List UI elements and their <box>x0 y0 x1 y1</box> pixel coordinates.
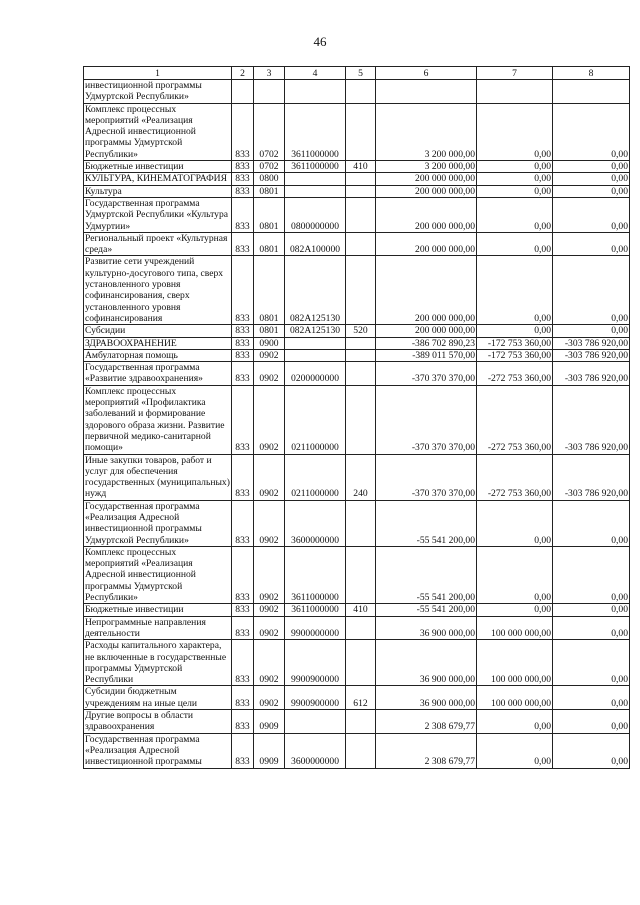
table-body <box>84 80 630 769</box>
admin-code: 833 <box>232 103 254 160</box>
amount-year-1: 2 308 679,77 <box>376 710 477 734</box>
section-code: 0902 <box>254 616 285 640</box>
amount-year-2: 0,00 <box>477 173 553 185</box>
admin-code: 833 <box>232 185 254 197</box>
admin-code: 833 <box>232 686 254 710</box>
admin-code: 833 <box>232 197 254 232</box>
row-name: Региональный проект «Культурная среда» <box>84 232 232 256</box>
table-row <box>84 604 630 616</box>
target-code: 9900900000 <box>285 686 346 710</box>
section-code: 0902 <box>254 604 285 616</box>
header-cell: 7 <box>477 67 553 80</box>
expense-type <box>346 232 376 256</box>
table-row <box>84 546 630 603</box>
expense-type <box>346 337 376 349</box>
header-cell: 5 <box>346 67 376 80</box>
admin-code: 833 <box>232 385 254 454</box>
admin-code: 833 <box>232 161 254 173</box>
target-code <box>285 349 346 361</box>
table-row <box>84 80 630 104</box>
row-name: Комплекс процессных мероприятий «Реализация Адресной инвестиционной программы Удмуртской Республики» <box>84 546 232 603</box>
amount-year-2: 0,00 <box>477 256 553 325</box>
table-row <box>84 197 630 232</box>
target-code: 3611000000 <box>285 604 346 616</box>
amount-year-2: -172 753 360,00 <box>477 337 553 349</box>
row-name: Государственная программа «Реализация Адресной инвестиционной программы <box>84 733 232 768</box>
header-row <box>84 67 630 80</box>
target-code <box>285 710 346 734</box>
amount-year-1: 36 900 000,00 <box>376 640 477 686</box>
table-row <box>84 161 630 173</box>
target-code: 9900000000 <box>285 616 346 640</box>
section-code <box>254 80 285 104</box>
admin-code: 833 <box>232 604 254 616</box>
target-code: 9900900000 <box>285 640 346 686</box>
target-code <box>285 80 346 104</box>
admin-code: 833 <box>232 232 254 256</box>
target-code: 0800000000 <box>285 197 346 232</box>
admin-code: 833 <box>232 640 254 686</box>
amount-year-1: 200 000 000,00 <box>376 325 477 337</box>
amount-year-2: 0,00 <box>477 161 553 173</box>
expense-type <box>346 385 376 454</box>
amount-year-2: 0,00 <box>477 103 553 160</box>
amount-year-3: -303 786 920,00 <box>553 362 630 386</box>
table-row <box>84 173 630 185</box>
amount-year-1: 200 000 000,00 <box>376 197 477 232</box>
amount-year-1: -55 541 200,00 <box>376 546 477 603</box>
row-name: Комплекс процессных мероприятий «Реализация Адресной инвестиционной программы Удмуртской Республики» <box>84 103 232 160</box>
amount-year-2 <box>477 80 553 104</box>
row-name: Амбулаторная помощь <box>84 349 232 361</box>
expense-type: 520 <box>346 325 376 337</box>
target-code <box>285 337 346 349</box>
target-code: 0211000000 <box>285 385 346 454</box>
expense-type <box>346 185 376 197</box>
amount-year-1: 200 000 000,00 <box>376 173 477 185</box>
target-code: 0211000000 <box>285 454 346 500</box>
table-row <box>84 616 630 640</box>
section-code: 0801 <box>254 256 285 325</box>
row-name: ЗДРАВООХРАНЕНИЕ <box>84 337 232 349</box>
section-code: 0902 <box>254 686 285 710</box>
section-code: 0902 <box>254 640 285 686</box>
amount-year-2: 0,00 <box>477 325 553 337</box>
amount-year-3: -303 786 920,00 <box>553 337 630 349</box>
admin-code: 833 <box>232 546 254 603</box>
amount-year-3: 0,00 <box>553 616 630 640</box>
amount-year-2: 0,00 <box>477 710 553 734</box>
section-code: 0909 <box>254 733 285 768</box>
amount-year-2: -272 753 360,00 <box>477 454 553 500</box>
expense-type <box>346 640 376 686</box>
admin-code: 833 <box>232 616 254 640</box>
row-name: Развитие сети учреждений культурно-досугового типа, сверх установленного уровня софинансирования, сверх установленного уровня софинансирования <box>84 256 232 325</box>
row-name: Расходы капитального характера, не включенные в государственные программы Удмуртской Республики <box>84 640 232 686</box>
target-code: 3611000000 <box>285 161 346 173</box>
row-name: Иные закупки товаров, работ и услуг для обеспечения государственных (муниципальных) нужд <box>85 454 230 500</box>
amount-year-1: -55 541 200,00 <box>376 604 477 616</box>
amount-year-3: -303 786 920,00 <box>553 454 630 500</box>
amount-year-3: 0,00 <box>553 686 630 710</box>
expense-type <box>346 197 376 232</box>
expense-type <box>346 616 376 640</box>
table-row <box>84 710 630 734</box>
amount-year-1: 200 000 000,00 <box>376 256 477 325</box>
section-code: 0702 <box>254 103 285 160</box>
amount-year-1: -370 370 370,00 <box>376 385 477 454</box>
row-name: Культура <box>84 185 232 197</box>
section-code: 0902 <box>254 500 285 546</box>
expense-type <box>346 173 376 185</box>
row-name: Субсидии бюджетным учреждениям на иные цели <box>84 686 232 710</box>
expense-type <box>346 546 376 603</box>
amount-year-1: -55 541 200,00 <box>376 500 477 546</box>
amount-year-2: -272 753 360,00 <box>477 385 553 454</box>
admin-code: 833 <box>232 733 254 768</box>
header-cell: 6 <box>376 67 477 80</box>
amount-year-1: 200 000 000,00 <box>376 185 477 197</box>
section-code: 0801 <box>254 232 285 256</box>
section-code: 0902 <box>254 349 285 361</box>
amount-year-2: 100 000 000,00 <box>477 640 553 686</box>
amount-year-3: 0,00 <box>553 733 630 768</box>
table-row <box>84 640 630 686</box>
table-row <box>84 385 630 454</box>
table-row <box>84 325 630 337</box>
amount-year-3: -303 786 920,00 <box>553 385 630 454</box>
row-name: Бюджетные инвестиции <box>84 161 232 173</box>
amount-year-3: 0,00 <box>553 256 630 325</box>
table-row <box>84 349 630 361</box>
target-code: 3611000000 <box>285 103 346 160</box>
expense-type <box>346 733 376 768</box>
amount-year-2: 0,00 <box>477 197 553 232</box>
admin-code: 833 <box>232 325 254 337</box>
row-name: Другие вопросы в области здравоохранения <box>84 710 232 734</box>
amount-year-3: 0,00 <box>553 197 630 232</box>
section-code: 0902 <box>254 546 285 603</box>
table-row <box>84 103 630 160</box>
amount-year-1: -386 702 890,23 <box>376 337 477 349</box>
amount-year-3: 0,00 <box>553 185 630 197</box>
amount-year-1: 3 200 000,00 <box>376 161 477 173</box>
expense-type <box>346 349 376 361</box>
row-name: Государственная программа «Развитие здравоохранения» <box>84 362 232 386</box>
header-cell: 4 <box>285 67 346 80</box>
amount-year-2: 0,00 <box>477 733 553 768</box>
amount-year-2: -272 753 360,00 <box>477 362 553 386</box>
target-code: 082A125130 <box>285 256 346 325</box>
target-code: 0200000000 <box>285 362 346 386</box>
section-code: 0801 <box>254 325 285 337</box>
expense-type: 410 <box>346 161 376 173</box>
table-row <box>84 256 630 325</box>
amount-year-3: 0,00 <box>553 640 630 686</box>
amount-year-1: 36 900 000,00 <box>376 686 477 710</box>
header-cell: 2 <box>232 67 254 80</box>
admin-code: 833 <box>232 173 254 185</box>
amount-year-2: 0,00 <box>477 546 553 603</box>
table-row <box>84 337 630 349</box>
expense-type <box>346 256 376 325</box>
header-cell: 8 <box>553 67 630 80</box>
expense-type: 410 <box>346 604 376 616</box>
admin-code: 833 <box>232 362 254 386</box>
amount-year-2: 0,00 <box>477 604 553 616</box>
header-cell: 1 <box>84 67 232 80</box>
table-row <box>84 362 630 386</box>
table-row <box>84 686 630 710</box>
amount-year-3: 0,00 <box>553 604 630 616</box>
amount-year-1: -389 011 570,00 <box>376 349 477 361</box>
target-code: 082A125130 <box>285 325 346 337</box>
row-name: Государственная программа Удмуртской Республики «Культура Удмуртии» <box>84 197 232 232</box>
row-name: КУЛЬТУРА, КИНЕМАТОГРАФИЯ <box>84 173 232 185</box>
amount-year-1: 3 200 000,00 <box>376 103 477 160</box>
section-code: 0702 <box>254 161 285 173</box>
amount-year-3: 0,00 <box>553 103 630 160</box>
row-name: Непрограммные направления деятельности <box>84 616 232 640</box>
admin-code: 833 <box>232 454 254 500</box>
amount-year-2: 100 000 000,00 <box>477 686 553 710</box>
amount-year-1: -370 370 370,00 <box>376 454 477 500</box>
section-code: 0900 <box>254 337 285 349</box>
row-name: инвестиционной программы Удмуртской Республики» <box>84 80 232 104</box>
amount-year-3: 0,00 <box>553 173 630 185</box>
section-code: 0800 <box>254 173 285 185</box>
amount-year-1: 200 000 000,00 <box>376 232 477 256</box>
target-code: 3600000000 <box>285 500 346 546</box>
section-code: 0909 <box>254 710 285 734</box>
admin-code: 833 <box>232 349 254 361</box>
amount-year-2: 0,00 <box>477 185 553 197</box>
budget-table <box>83 66 630 769</box>
table-row <box>84 500 630 546</box>
admin-code: 833 <box>232 500 254 546</box>
row-name: Бюджетные инвестиции <box>84 604 232 616</box>
amount-year-3: 0,00 <box>553 710 630 734</box>
amount-year-1 <box>376 80 477 104</box>
amount-year-3: 0,00 <box>553 232 630 256</box>
expense-type: 240 <box>346 454 376 500</box>
amount-year-1: -370 370 370,00 <box>376 362 477 386</box>
target-code: 3611000000 <box>285 546 346 603</box>
admin-code <box>232 80 254 104</box>
expense-type <box>346 500 376 546</box>
amount-year-3: -303 786 920,00 <box>553 349 630 361</box>
admin-code: 833 <box>232 337 254 349</box>
target-code: 3600000000 <box>285 733 346 768</box>
amount-year-2: 100 000 000,00 <box>477 616 553 640</box>
amount-year-2: 0,00 <box>477 232 553 256</box>
table-row <box>84 454 630 500</box>
amount-year-3 <box>553 80 630 104</box>
amount-year-3: 0,00 <box>553 500 630 546</box>
section-code: 0902 <box>254 385 285 454</box>
expense-type <box>346 80 376 104</box>
section-code: 0801 <box>254 197 285 232</box>
row-name: Комплекс процессных мероприятий «Профилактика заболеваний и формирование здорового образа жизни. Развитие первичной медико-санитарной помощи» <box>84 385 232 454</box>
amount-year-3: 0,00 <box>553 161 630 173</box>
expense-type <box>346 362 376 386</box>
target-code <box>285 173 346 185</box>
amount-year-2: -172 753 360,00 <box>477 349 553 361</box>
admin-code: 833 <box>232 710 254 734</box>
table-row <box>84 733 630 768</box>
amount-year-2: 0,00 <box>477 500 553 546</box>
amount-year-1: 36 900 000,00 <box>376 616 477 640</box>
amount-year-3: 0,00 <box>553 546 630 603</box>
amount-year-1: 2 308 679,77 <box>376 733 477 768</box>
section-code: 0902 <box>254 362 285 386</box>
target-code <box>285 185 346 197</box>
amount-year-3: 0,00 <box>553 325 630 337</box>
expense-type <box>346 710 376 734</box>
page-number: 46 <box>313 34 327 49</box>
expense-type <box>346 103 376 160</box>
section-code: 0801 <box>254 185 285 197</box>
row-name: Субсидии <box>84 325 232 337</box>
target-code: 082A100000 <box>285 232 346 256</box>
table-row <box>84 185 630 197</box>
table-row <box>84 232 630 256</box>
section-code: 0902 <box>254 454 285 500</box>
header-cell: 3 <box>254 67 285 80</box>
admin-code: 833 <box>232 256 254 325</box>
expense-type: 612 <box>346 686 376 710</box>
row-name: Государственная программа «Реализация Адресной инвестиционной программы Удмуртской Республики» <box>84 500 232 546</box>
